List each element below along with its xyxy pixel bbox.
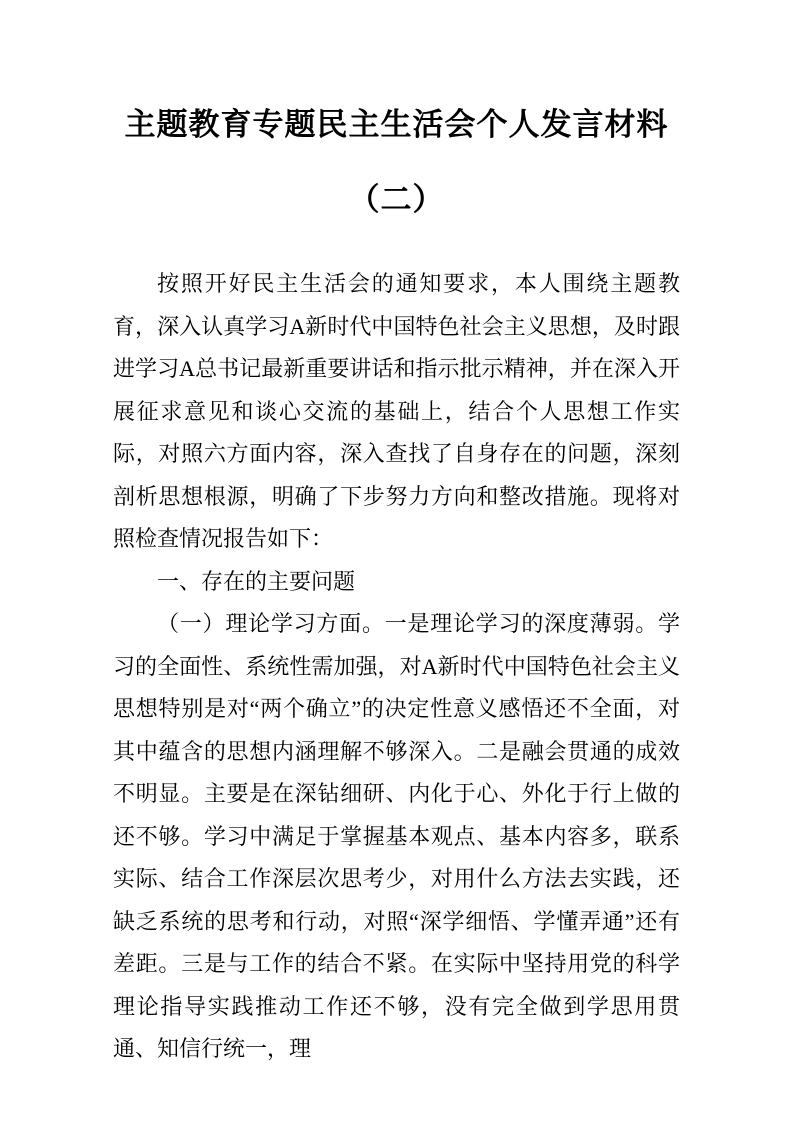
paragraph-intro: 按照开好民主生活会的通知要求，本人围绕主题教育，深入认真学习A新时代中国特色社会主义思想，及时跟进学习A总书记最新重要讲话和指示批示精神，并在深入开展征求意见和谈心交流的基础上，结合个人思想工作实际，对照六方面内容，深入查找了自身存在的问题，深刻剖析思想根源，明确了下步努力方向和整改措施。现将对照检查情况报告如下： [113, 271, 680, 551]
document-body [113, 263, 680, 1071]
document-title: 主题教育专题民主生活会个人发言材料 [124, 107, 669, 142]
document-subtitle: （二） [348, 182, 445, 217]
paragraph-section-one: （一）理论学习方面。一是理论学习的深度薄弱。学习的全面性、系统性需加强，对A新时代中国特色社会主义思想特别是对“两个确立”的决定性意义感悟还不全面，对其中蕴含的思想内涵理解不够深入。二是融会贯通的成效不明显。主要是在深钻细研、内化于心、外化于行上做的还不够。学习中满足于掌握基本观点、基本内容多，联系实际、结合工作深层次思考少，对用什么方法去实践，还缺乏系统的思考和行动，对照“深学细悟、学懂弄通”还有差距。三是与工作的结合不紧。在实际中坚持用党的科学理论指导实践推动工作还不够，没有完全做到学思用贯通、知信行统一，理 [113, 611, 680, 1061]
section-heading: 一、存在的主要问题 [157, 568, 356, 594]
